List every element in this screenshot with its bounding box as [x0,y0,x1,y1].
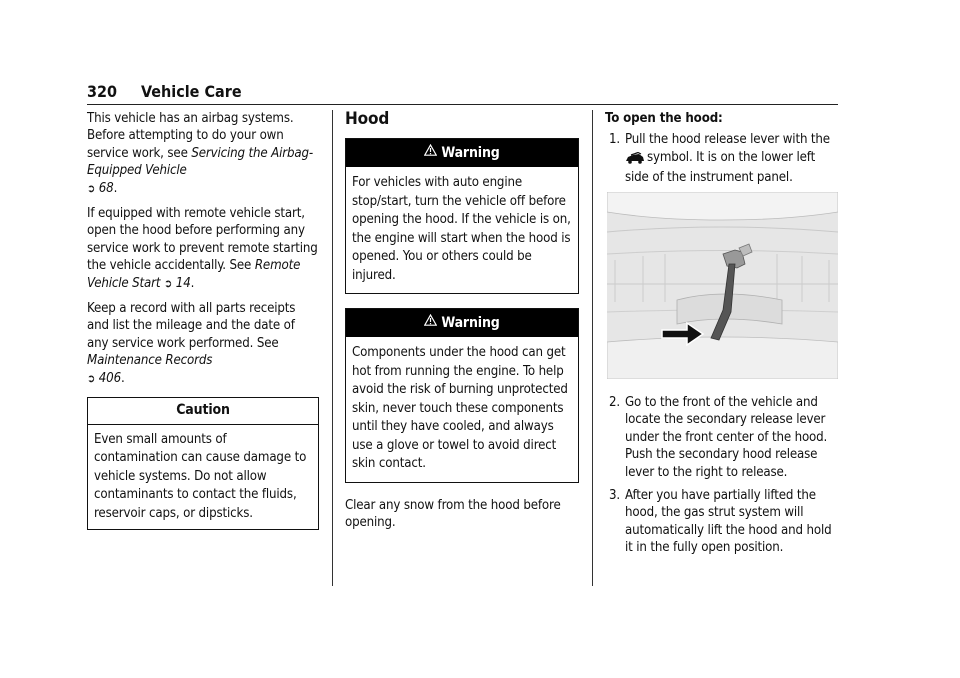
warning-text: Components under the hood can get hot from running the engine. To help avoid the risk of burning unprotected skin, never touch these components until they have cooled, and always use a glove or towel to avoid direct skin contact. [352,345,568,471]
column-divider [592,110,593,586]
column-divider [332,110,333,586]
step-2 [605,394,838,481]
warning-triangle-icon [424,138,437,166]
hood-heading: Hood [345,109,390,129]
step-number: 2. [609,395,621,410]
step-1 [605,131,838,186]
page-header [87,82,838,105]
warning-box [345,138,579,294]
airbag-paragraph: This vehicle has an airbag systems. Before attempting to do your own service work, see Servicing the Airbag-Equipped Vehicle ➲ 68. [87,111,314,196]
section-title: Vehicle Care [141,82,242,101]
page-reference[interactable]: 68 [98,180,114,196]
arrow-reference-icon: ➲ [164,276,173,290]
paragraph-text: Keep a record with all parts receipts and list the mileage and the date of any service work performed. See [87,301,296,351]
step-text: symbol. It is on the lower left side of the instrument panel. [625,149,816,186]
airbag-link[interactable]: Servicing the Airbag-Equipped Vehicle [87,145,314,179]
step-text: After you have partially lifted the hood, the gas strut system will automatically lift the hood and hold it in the fully open position. [625,488,832,556]
open-hood-heading: To open the hood: [605,111,723,126]
step-text: Pull the hood release lever with the [625,132,830,148]
maintenance-records-link[interactable]: Maintenance Records [87,353,213,369]
column-middle [345,110,579,539]
warning-box [345,308,579,483]
page-reference[interactable]: 14 [175,275,191,291]
warning-header [346,309,578,337]
step-text: Go to the front of the vehicle and locate the secondary release lever under the front center of the hood. Push the secondary hood release lever to the right to release. [625,395,828,480]
caution-title: Caution [88,398,318,424]
column-left [87,110,319,530]
warning-title: Warning [441,145,500,161]
hood-release-lever-image [607,192,838,379]
snow-paragraph: Clear any snow from the hood before opening. [345,497,561,530]
warning-title: Warning [441,315,500,331]
column-right [605,110,838,193]
caution-box [87,397,319,530]
arrow-reference-icon: ➲ [87,371,96,385]
car-hood-icon [625,152,645,169]
remote-start-paragraph: If equipped with remote vehicle start, open the hood before performing any service work to prevent remote starting the vehicle accidentally. See Remote Vehicle Start ➲ 14. [87,206,318,291]
warning-triangle-icon [424,308,437,336]
paragraph-text: If equipped with remote vehicle start, open the hood before performing any service work to prevent remote starting the vehicle accidentally. See [87,206,318,274]
caution-text: Even small amounts of contamination can cause damage to vehicle systems. Do not allow contaminants to contact the fluids, reservoir caps, or dipsticks. [94,431,307,521]
arrow-reference-icon: ➲ [87,181,96,195]
page-reference[interactable]: 406 [98,370,121,386]
page-number: 320 [87,82,118,101]
step-number: 3. [609,488,621,504]
warning-header [346,139,578,167]
paragraph-text: This vehicle has an airbag systems. Before attempting to do your own service work, see [87,111,294,161]
records-paragraph: Keep a record with all parts receipts and list the mileage and the date of any service work performed. See Maintenance Records ➲ 406. [87,301,296,386]
warning-text: For vehicles with auto engine stop/start, turn the vehicle off before opening the hood. If the vehicle is on, the engine will start when the hood is opened. You or others could be injured. [352,175,571,283]
step-number: 1. [609,132,621,148]
column-right-continued [605,394,838,563]
remote-start-link[interactable]: Remote Vehicle Start [87,258,301,291]
step-3 [605,487,838,557]
